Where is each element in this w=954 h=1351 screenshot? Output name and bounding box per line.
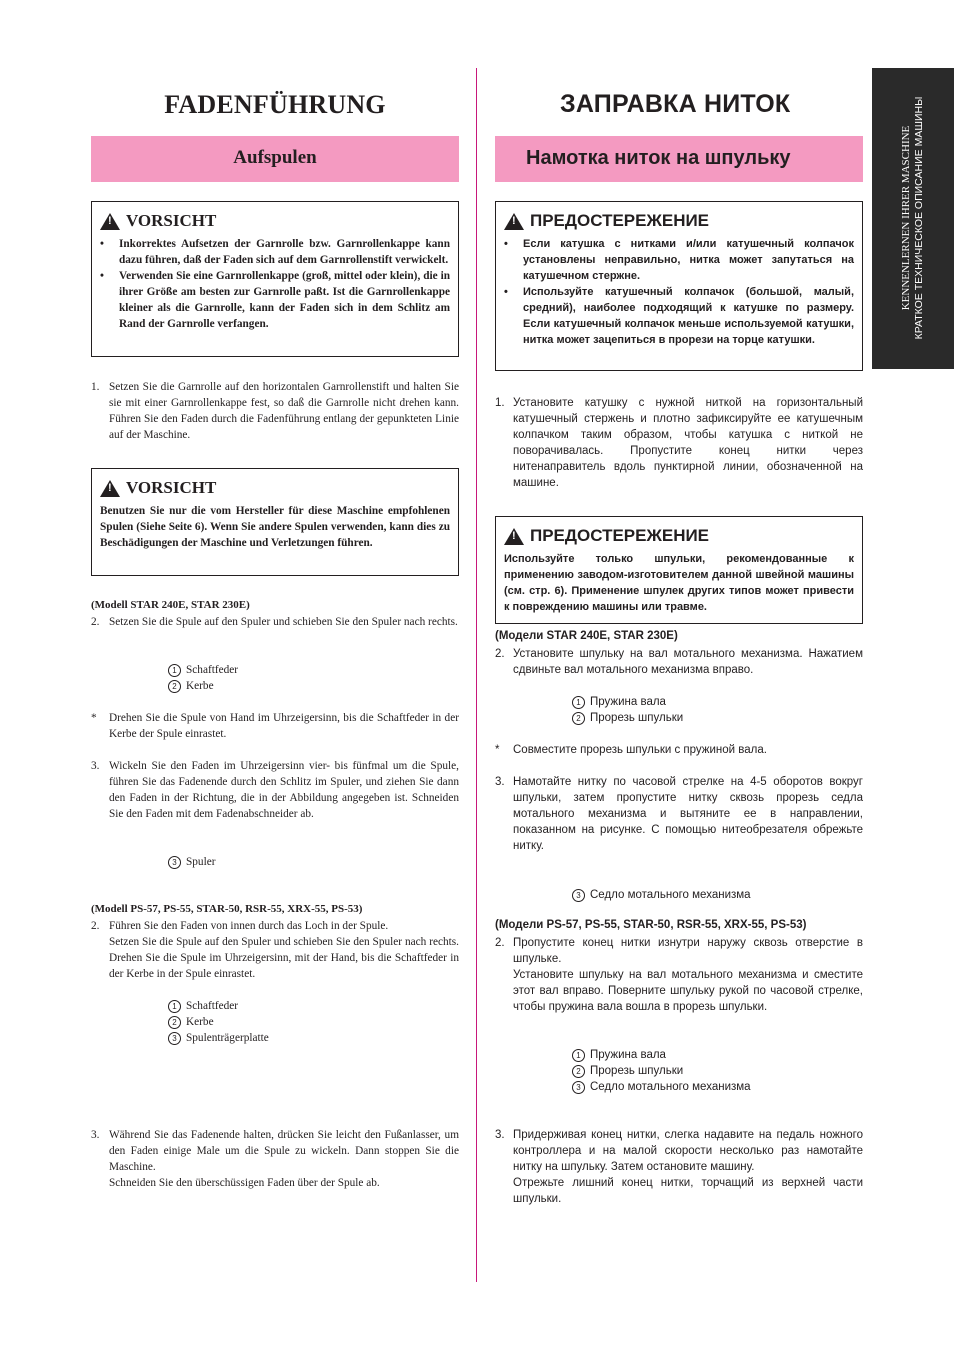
model-heading-b-de: (Modell PS-57, PS-55, STAR-50, RSR-55, XRX-55, PS-53) [91, 903, 363, 915]
legend-row: 2 Прорезь шпульки [572, 1063, 751, 1079]
section-title-ru: Намотка ниток на шпульку [526, 147, 791, 169]
legend-row: 3 Spulenträgerplatte [168, 1030, 269, 1046]
circled-number-icon: 1 [572, 1049, 585, 1062]
b-step-2-ru: 2. Пропустите конец нитки изнутри наружу сквозь отверстие в шпульке. Установите шпульку на вал мотального механизма и сместите этот вал вправо. Поверните шпульку рукой по часовой стрелке, чтобы пружина вала вошла в прорезь шпульки. [495, 937, 863, 1013]
circled-number-icon: 2 [572, 1065, 585, 1078]
side-tab-line-1: KENNENLERNEN IHRER MASCHINE [900, 125, 912, 311]
legend-row: 1 Schaftfeder [168, 998, 269, 1014]
circled-number-icon: 1 [572, 696, 585, 709]
legend-row: 2 Прорезь шпульки [572, 710, 683, 726]
legend-b-de [168, 998, 269, 1046]
legend-a2-ru [572, 887, 751, 903]
side-tab-text [900, 73, 926, 363]
caution-box-2-de [91, 468, 459, 576]
caution-body-ru [504, 236, 854, 348]
caution-item: • Inkorrektes Aufsetzen der Garnrolle bzw. Garnrollenkappe kann dazu führen, daß der Faden sich auf dem Garnrollenstift verwickelt. [100, 236, 450, 268]
legend-row: 3 Седло мотального механизма [572, 1079, 751, 1095]
circled-number-icon: 2 [572, 712, 585, 725]
caution-heading-de: ! VORSICHT [100, 478, 216, 498]
legend-row: 2 Kerbe [168, 1014, 269, 1030]
circled-number-icon: 3 [168, 856, 181, 869]
legend-row: 1 Пружина вала [572, 694, 683, 710]
circled-number-icon: 3 [572, 1081, 585, 1094]
circled-number-icon: 3 [572, 889, 585, 902]
caution-box-2-ru [495, 516, 863, 624]
circled-number-icon: 1 [168, 1000, 181, 1013]
section-band-de [91, 136, 459, 182]
a-step-3-de: 3. Wickeln Sie den Faden im Uhrzeigersinn vier- bis fünfmal um die Spule, führen Sie das Fadenende durch den Schlitz im Spuler, und ziehen Sie dann den Faden in der Richtung, die in der Abbildung angegeben ist. Schneiden Sie den Faden mit dem Fadenabschneider ab. [91, 760, 459, 820]
chapter-side-tab [872, 68, 954, 369]
caution-text-de: Benutzen Sie nur die vom Hersteller für diese Maschine empfohlenen Spulen (Siehe Seite 6). Wenn Sie andere Spulen verwenden, kann dies zu Beschädigungen der Maschine und Verletzungen führen. [100, 505, 450, 549]
a-note-ru: * Совместите прорезь шпульки с пружиной вала. [495, 744, 767, 756]
legend-row: 2 Kerbe [168, 678, 238, 694]
warning-triangle-icon [504, 213, 524, 230]
b-step-3-ru: 3. Придерживая конец нитки, слегка надавите на педаль ножного контроллера и на малой скорости несколько раз намотайте нитку на шпульку. Затем остановите машину. Отрежьте лишний конец нитки, торчащий из верхней части шпульки. [495, 1129, 863, 1205]
step-1-de: 1. Setzen Sie die Garnrolle auf den horizontalen Garnrollenstift und halten Sie sie mit einer Garnrollenkappe fest, so daß die Garnrolle nicht drehen kann. Führen Sie den Faden durch die Fadenführung entlang der gepunkteten Linie auf der Maschine. [91, 381, 459, 441]
warning-triangle-icon [100, 213, 120, 230]
model-heading-a-de: (Modell STAR 240E, STAR 230E) [91, 599, 250, 611]
legend-a2-de [168, 854, 216, 870]
caution-heading-ru: ! ПРЕДОСТЕРЕЖЕНИЕ [504, 211, 709, 231]
page-title-ru: ЗАПРАВКА НИТОК [560, 90, 791, 118]
circled-number-icon: 2 [168, 1016, 181, 1029]
legend-row: 3 Седло мотального механизма [572, 887, 751, 903]
b-step-2-de: 2. Führen Sie den Faden von innen durch das Loch in der Spule. Setzen Sie die Spule auf den Spuler und schieben Sie den Spuler nach rechts. Drehen Sie die Spule im Uhrzeigersinn, mit der Hand, bis die Schaftfeder in der Kerbe in der Spule einrastet. [91, 920, 459, 980]
step-1-ru: 1. Установите катушку с нужной ниткой на горизонтальный катушечный стержень и плотно зафиксируйте ее катушечным колпачком таким образом, чтобы катушка с ниткой не поворачивалась. Пропустите конец нитки через нитенаправитель вдоль пунктирной линии, обозначенной на машине. [495, 397, 863, 489]
column-divider [476, 68, 477, 1282]
b-step-3-de: 3. Während Sie das Fadenende halten, drücken Sie leicht den Fußanlasser, um den Faden einige Male um die Spule zu wickeln. Dann stoppen Sie die Maschine. Schneiden Sie den überschüssigen Faden über der Spule ab. [91, 1129, 459, 1189]
caution-item: • Используйте катушечный колпачок (большой, малый, средний), наиболее подходящий к катушке по размеру. Если катушечный колпачок меньше используемой катушки, нитка может зацепиться в прорези на торце катушки. [504, 284, 854, 348]
caution-item: • Если катушка с нитками и/или катушечный колпачок установлены неправильно, нитка может запутаться на катушечном стержне. [504, 236, 854, 284]
side-tab-line-2: КРАТКОЕ ТЕХНИЧЕСКОЕ ОПИСАНИЕ МАШИНЫ [913, 96, 925, 340]
section-band-ru [495, 136, 863, 182]
circled-number-icon: 1 [168, 664, 181, 677]
circled-number-icon: 2 [168, 680, 181, 693]
caution-item: • Verwenden Sie eine Garnrollenkappe (groß, mittel oder klein), die in ihrer Größe am besten zur Garnrolle paßt. Ist die Garnrollenkappe kleiner als die Garnrolle, kann der Faden sich in dem Schlitz am Rand der Garnrolle verfangen. [100, 268, 450, 332]
circled-number-icon: 3 [168, 1032, 181, 1045]
a-step-2-ru: 2. Установите шпульку на вал мотального механизма. Нажатием сдвиньте вал мотального механизма вправо. [495, 648, 863, 676]
model-heading-b-ru: (Модели PS-57, PS-55, STAR-50, RSR-55, XRX-55, PS-53) [495, 919, 807, 931]
legend-row: 1 Пружина вала [572, 1047, 751, 1063]
legend-b-ru [572, 1047, 751, 1095]
section-title-de: Aufspulen [233, 147, 317, 168]
a-step-2-de: 2. Setzen Sie die Spule auf den Spuler und schieben Sie den Spuler nach rechts. [91, 616, 458, 628]
legend-row: 3 Spuler [168, 854, 216, 870]
legend-row: 1 Schaftfeder [168, 662, 238, 678]
legend-a1-ru [572, 694, 683, 726]
model-heading-a-ru: (Модели STAR 240E, STAR 230E) [495, 630, 678, 642]
caution-text-ru: Используйте только шпульки, рекомендованные к применению заводом-изготовителем данной швейной машины (см. стр. 6). Применение шпулек других типов может привести к повреждению машины или травме. [504, 553, 854, 613]
caution-body-de [100, 236, 450, 332]
caution-heading-de: ! VORSICHT [100, 211, 216, 231]
warning-triangle-icon [100, 480, 120, 497]
legend-a1-de [168, 662, 238, 694]
page-title-de: FADENFÜHRUNG [164, 90, 386, 119]
caution-box-1-ru [495, 201, 863, 371]
warning-triangle-icon [504, 528, 524, 545]
a-note-de: * Drehen Sie die Spule von Hand im Uhrzeigersinn, bis die Schaftfeder in der Kerbe der Spule einrastet. [91, 712, 459, 740]
a-step-3-ru: 3. Намотайте нитку по часовой стрелке на 4-5 оборотов вокруг шпульки, затем пропустите нитку сквозь прорезь седла мотального механизма и вытяните ее в направлении, показанном на рисунке. С помощью нитеобрезателя обрежьте нитку. [495, 776, 863, 852]
caution-heading-ru: ! ПРЕДОСТЕРЕЖЕНИЕ [504, 526, 709, 546]
caution-box-1-de [91, 201, 459, 357]
